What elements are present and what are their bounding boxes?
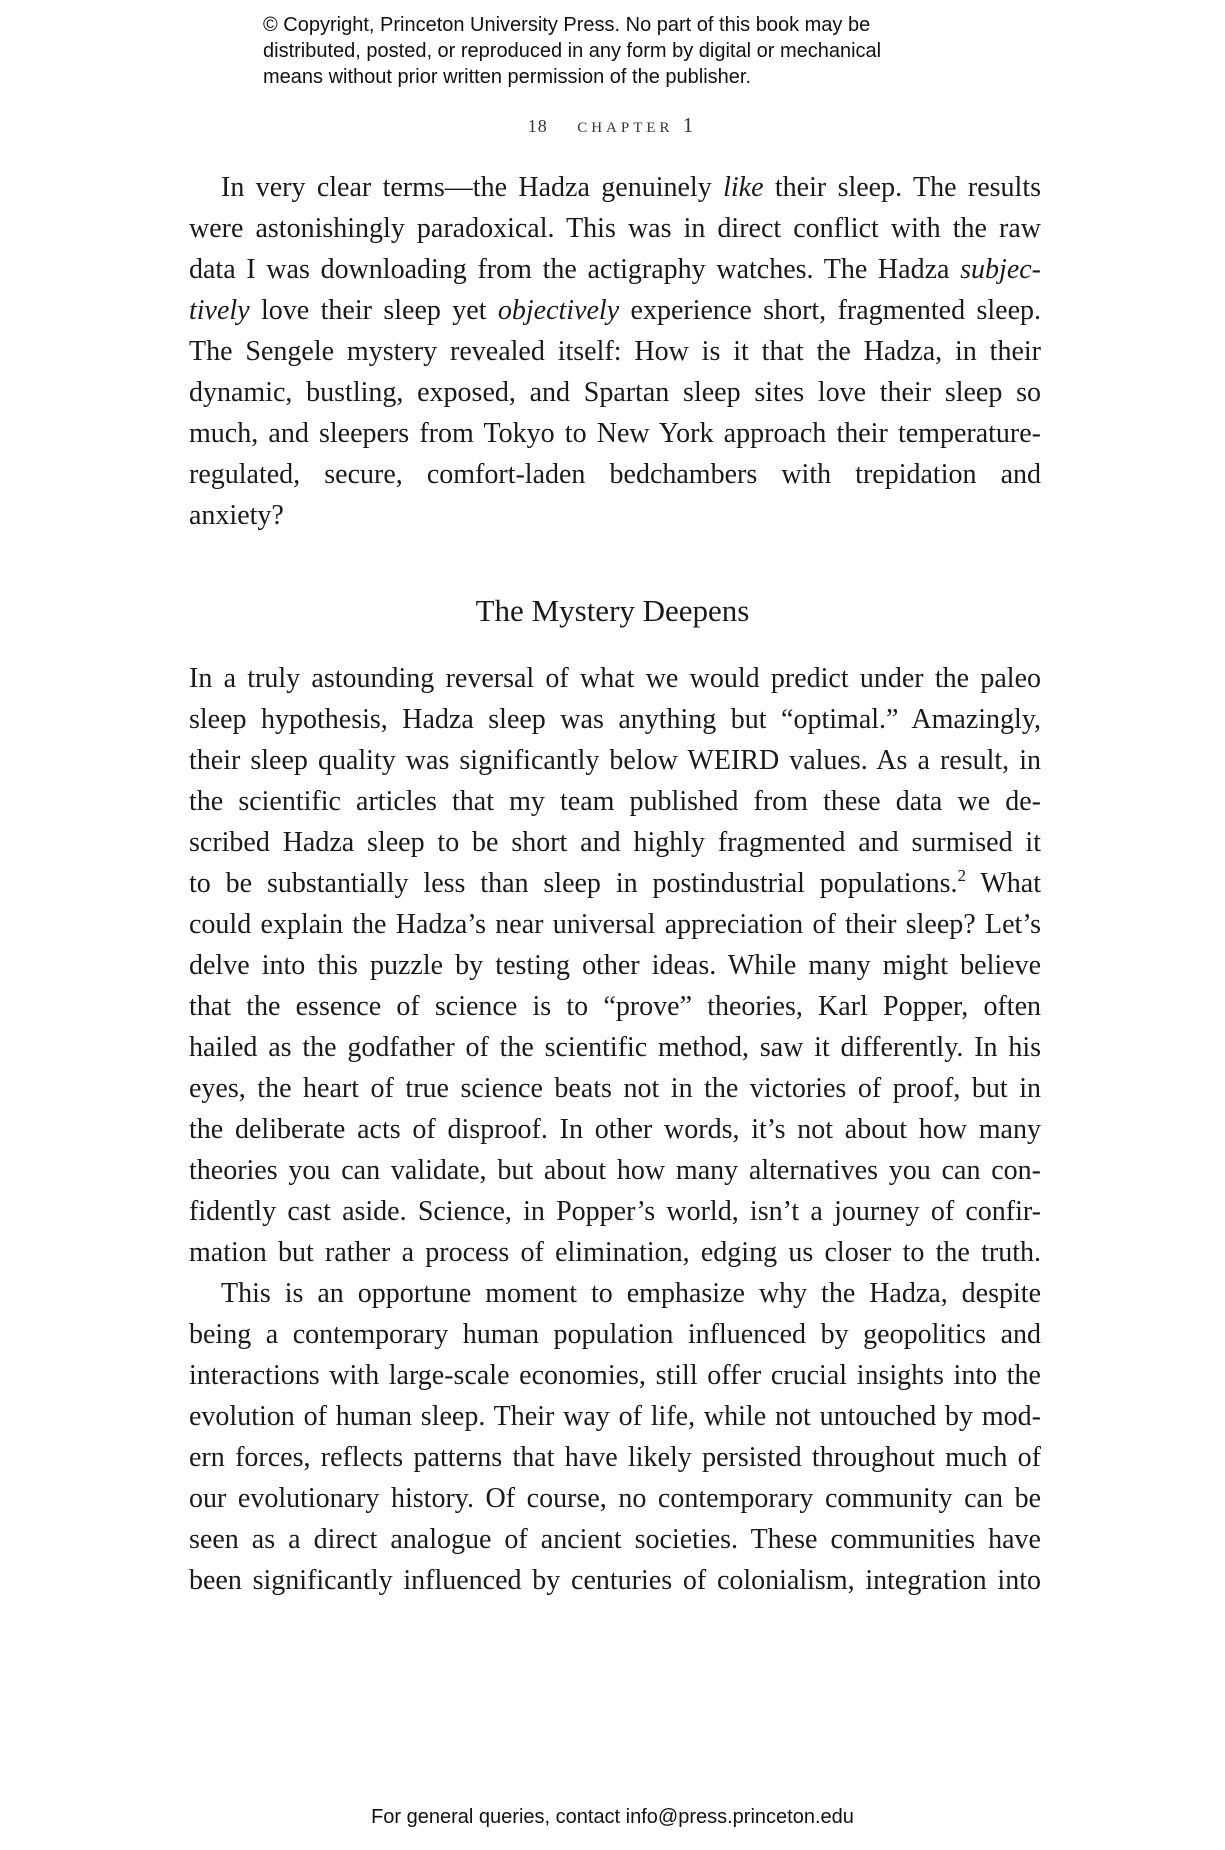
- text-line: eyes, the heart of true science beats not in the victories of proof, but in: [189, 1073, 1041, 1104]
- text-line: regulated, secure, comfort-laden bedchambers with trepidation and: [189, 459, 1041, 490]
- text-line: the scientific articles that my team published from these data we de-: [189, 786, 1041, 817]
- text-line: [189, 863, 1041, 904]
- text-line: sleep hypothesis, Hadza sleep was anything but “optimal.” Amazingly,: [189, 704, 1041, 735]
- text-line: In a truly astounding reversal of what we would predict under the paleo: [189, 663, 1041, 694]
- text-line: seen as a direct analogue of ancient societies. These communities have: [189, 1524, 1041, 1555]
- text-span: What: [965, 868, 1042, 899]
- text-span: to be substantially less than sleep in postindustrial populations.: [189, 868, 958, 899]
- copyright-line: © Copyright, Princeton University Press. No part of this book may be: [263, 14, 871, 36]
- copyright-line: means without prior written permission of the publisher.: [263, 66, 752, 88]
- text-line: anxiety?: [189, 500, 284, 531]
- text-line: delve into this puzzle by testing other ideas. While many might believe: [189, 950, 1041, 981]
- text-line: dynamic, bustling, exposed, and Spartan sleep sites love their sleep so: [189, 377, 1041, 408]
- paragraph-1: [189, 167, 1041, 536]
- text-line: much, and sleepers from Tokyo to New York approach their temperature-: [189, 418, 1041, 449]
- chapter-label: chapter 1: [577, 113, 698, 137]
- text-line: could explain the Hadza’s near universal appreciation of their sleep? Let’s: [189, 909, 1041, 940]
- text-line: fidently cast aside. Science, in Popper’s world, isn’t a journey of confir-: [189, 1196, 1041, 1227]
- text-line: the deliberate acts of disproof. In other words, it’s not about how many: [189, 1114, 1041, 1145]
- text-span: experience short, fragmented sleep.: [619, 295, 1041, 326]
- running-head: [0, 113, 1225, 138]
- text-line: mation but rather a process of elimination, edging us closer to the truth.: [189, 1237, 1041, 1268]
- footnote-marker[interactable]: 2: [957, 866, 966, 885]
- text-line: our evolutionary history. Of course, no contemporary community can be: [189, 1483, 1041, 1514]
- text-line: been significantly influenced by centuries of colonialism, integration into: [189, 1565, 1041, 1596]
- text-line: evolution of human sleep. Their way of life, while not untouched by mod-: [189, 1401, 1041, 1432]
- section-heading: The Mystery Deepens: [475, 593, 750, 628]
- text-line: their sleep quality was significantly below WEIRD values. As a result, in: [189, 745, 1041, 776]
- text-line: being a contemporary human population influenced by geopolitics and: [189, 1319, 1041, 1350]
- text-span: In very clear terms—the Hadza genuinely: [221, 172, 724, 203]
- text-line: that the essence of science is to “prove” theories, Karl Popper, often: [189, 991, 1041, 1022]
- text-line: were astonishingly paradoxical. This was in direct conflict with the raw: [189, 213, 1041, 244]
- copyright-line: distributed, posted, or reproduced in any form by digital or mechanical: [263, 40, 882, 62]
- text-line: hailed as the godfather of the scientific method, saw it differently. In his: [189, 1032, 1041, 1063]
- paragraph-2-and-3: [189, 658, 1041, 1601]
- text-line: interactions with large-scale economies, still offer crucial insights into the: [189, 1360, 1041, 1391]
- text-line: [189, 290, 1041, 331]
- text-line: [189, 167, 1041, 208]
- footer-contact: For general queries, contact info@press.princeton.edu: [371, 1806, 854, 1828]
- text-line: [189, 249, 1041, 290]
- text-span: love their sleep yet: [249, 295, 498, 326]
- copyright-notice: [263, 12, 1023, 90]
- emphasis: subjec-: [960, 254, 1041, 285]
- text-span: data I was downloading from the actigraphy watches. The Hadza: [189, 254, 961, 285]
- emphasis: like: [723, 172, 764, 203]
- text-span: their sleep. The results: [763, 172, 1041, 203]
- text-line: This is an opportune moment to emphasize why the Hadza, despite: [221, 1278, 1041, 1309]
- text-line: scribed Hadza sleep to be short and highly fragmented and surmised it: [189, 827, 1041, 858]
- text-line: The Sengele mystery revealed itself: How is it that the Hadza, in their: [189, 336, 1041, 367]
- page-number: 18: [527, 116, 548, 136]
- emphasis: tively: [189, 295, 250, 326]
- text-line: ern forces, reflects patterns that have likely persisted throughout much of: [189, 1442, 1041, 1473]
- text-line: theories you can validate, but about how many alternatives you can con-: [189, 1155, 1041, 1186]
- emphasis: objectively: [497, 295, 620, 326]
